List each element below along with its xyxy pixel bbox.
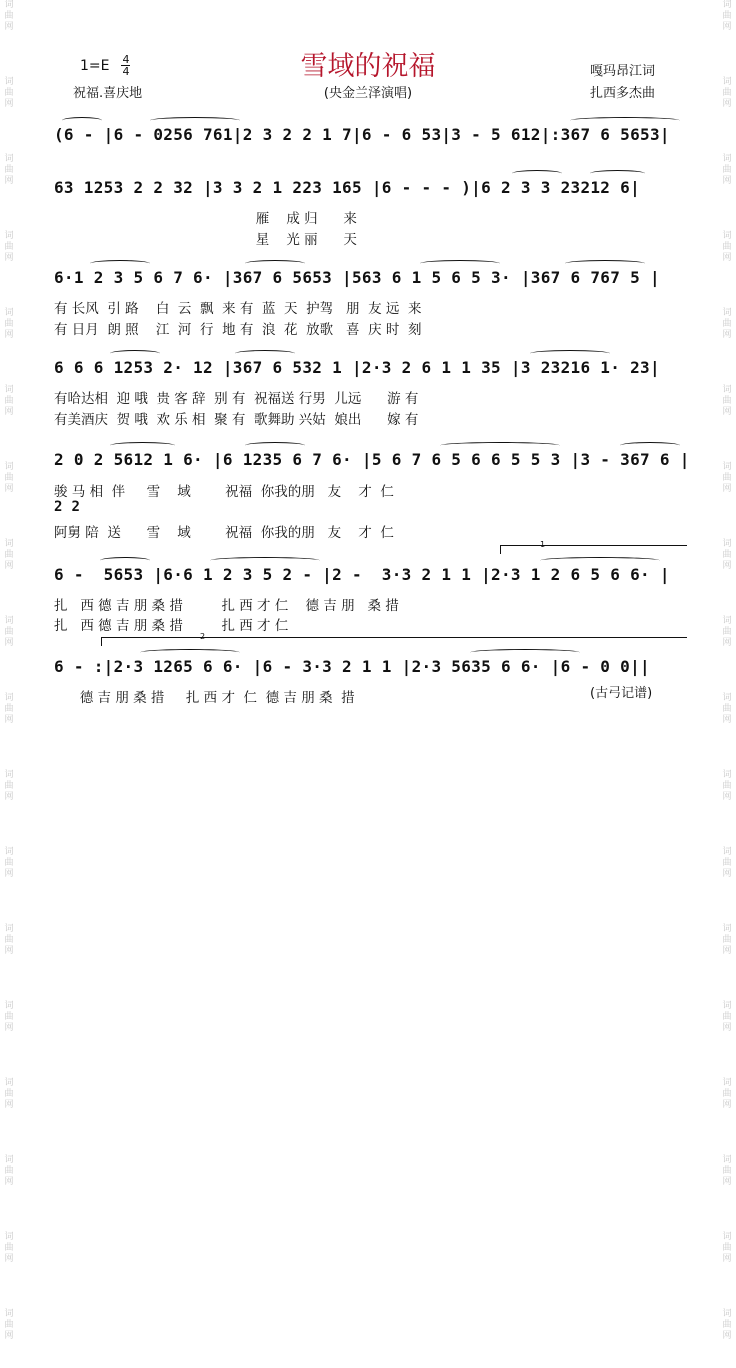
watermark-glyph: 词 (722, 1155, 732, 1165)
watermark-glyph: 网 (722, 484, 732, 494)
volta-bracket-2 (101, 637, 687, 646)
watermark-glyph: 网 (4, 792, 14, 802)
score-line-4-lyric-2: 有美酒庆 贺 哦 欢 乐 相 聚 有 歌舞助 兴姑 娘出 嫁 有 (54, 412, 419, 428)
composer: 扎西多杰曲 (590, 86, 656, 101)
watermark-glyph: 网 (4, 1331, 14, 1341)
watermark-glyph: 曲 (722, 11, 732, 21)
slur (245, 260, 305, 267)
volta-bracket-1 (500, 545, 687, 554)
watermark-glyph: 曲 (722, 550, 732, 560)
watermark-glyph: 曲 (4, 242, 14, 252)
watermark-glyph: 网 (4, 253, 14, 263)
slur (235, 350, 295, 357)
watermark-glyph: 词 (4, 539, 14, 549)
slur (470, 649, 580, 656)
watermark-glyph: 曲 (722, 1243, 732, 1253)
watermark-glyph: 网 (722, 330, 732, 340)
watermark-glyph: 词 (722, 693, 732, 703)
watermark-glyph: 词 (4, 385, 14, 395)
watermark-glyph: 曲 (722, 781, 732, 791)
watermark-glyph: 曲 (4, 1243, 14, 1253)
watermark-glyph: 词 (722, 385, 732, 395)
watermark-glyph: 曲 (722, 1320, 732, 1330)
watermark-glyph: 曲 (4, 396, 14, 406)
score-line-7-notes: 6 - :|2·3 1265 6 6· |6 - 3·3 2 1 1 |2·3 5635 6 6· |6 - 0 0|| (54, 657, 650, 676)
score-line-2-notes: 63 1253 2 2 32 |3 3 2 1 223 165 |6 - - - )|6 2 3 3 23212 6| (54, 178, 641, 197)
time-sig-top: 4 (122, 53, 130, 66)
watermark-glyph: 曲 (4, 935, 14, 945)
watermark-glyph: 曲 (722, 1089, 732, 1099)
watermark-glyph: 网 (4, 484, 14, 494)
watermark-glyph: 曲 (4, 88, 14, 98)
slur (100, 557, 150, 564)
watermark-glyph: 曲 (722, 704, 732, 714)
watermark-glyph: 网 (4, 1023, 14, 1033)
watermark-glyph: 词 (722, 616, 732, 626)
watermark-glyph: 网 (722, 1254, 732, 1264)
score-line-5-side-notes: 2 2 (54, 499, 81, 515)
watermark-glyph: 词 (4, 1078, 14, 1088)
watermark-glyph: 词 (722, 1232, 732, 1242)
slur (440, 442, 560, 449)
watermark-glyph: 词 (722, 154, 732, 164)
watermark-glyph: 网 (722, 792, 732, 802)
score-line-3-lyric-1: 有 长风 引 路 白 云 飘 来 有 蓝 天 护驾 朋 友 远 来 (54, 301, 422, 317)
watermark-glyph: 曲 (4, 704, 14, 714)
watermark-glyph: 词 (4, 462, 14, 472)
score-line-4-lyric-1: 有哈达相 迎 哦 贵 客 辞 别 有 祝福送 行男 儿远 游 有 (54, 391, 419, 407)
watermark-glyph: 曲 (4, 1166, 14, 1176)
watermark-glyph: 网 (722, 99, 732, 109)
watermark-glyph: 曲 (4, 781, 14, 791)
score-line-5-notes: 2 0 2 5612 1 6· |6 1235 6 7 6· |5 6 7 6 5 6 6 5 5 3 |3 - 367 6 | (54, 450, 690, 469)
watermark-glyph: 网 (4, 715, 14, 725)
slur (420, 260, 500, 267)
watermark-glyph: 网 (722, 638, 732, 648)
time-sig-bottom: 4 (122, 65, 130, 78)
slur (565, 260, 645, 267)
watermark-glyph: 词 (4, 1155, 14, 1165)
watermark-glyph: 词 (4, 1309, 14, 1319)
watermark-glyph: 词 (4, 154, 14, 164)
score-line-1-notes: (6 - |6 - 0256 761|2 3 2 2 1 7|6 - 6 53|3 - 5 612|:367 6 5653| (54, 125, 670, 144)
time-signature (121, 54, 131, 77)
slur (620, 442, 680, 449)
watermark-glyph: 网 (722, 407, 732, 417)
score-line-2-lyric-2: 星 光 丽 天 (54, 232, 357, 248)
transcriber-credit: (古弓记谱) (590, 686, 653, 701)
watermark-glyph: 词 (4, 693, 14, 703)
key-signature: 1=E (80, 58, 110, 74)
watermark-glyph: 网 (4, 638, 14, 648)
watermark-glyph: 曲 (722, 319, 732, 329)
watermark-glyph: 网 (722, 561, 732, 571)
watermark-glyph: 网 (4, 1177, 14, 1187)
watermark-glyph: 网 (4, 330, 14, 340)
watermark-glyph: 网 (4, 176, 14, 186)
watermark-glyph: 曲 (4, 165, 14, 175)
watermark-glyph: 词 (722, 1078, 732, 1088)
watermark-glyph: 词 (722, 1001, 732, 1011)
score-line-5-lyric-1: 骏 马 相 伴 雪 域 祝福 你我的朋 友 才 仁 (54, 484, 394, 500)
watermark-glyph: 词 (722, 308, 732, 318)
score-line-6-lyric-1: 扎 西 德 吉 朋 桑 措 扎 西 才 仁 德 吉 朋 桑 措 (54, 598, 399, 614)
watermark-glyph: 曲 (4, 1012, 14, 1022)
lyricist: 嘎玛昂江词 (590, 64, 656, 79)
watermark-glyph: 词 (722, 231, 732, 241)
watermark-glyph: 词 (4, 0, 14, 10)
watermark-glyph: 网 (722, 946, 732, 956)
score-line-5-lyric-2: 阿舅 陪 送 雪 域 祝福 你我的朋 友 才 仁 (54, 525, 394, 541)
watermark-glyph: 网 (722, 1100, 732, 1110)
watermark-glyph: 词 (4, 924, 14, 934)
slur (245, 442, 305, 449)
watermark-glyph: 词 (4, 770, 14, 780)
watermark-glyph: 曲 (4, 11, 14, 21)
volta-number-1: 1 (540, 540, 546, 549)
watermark-glyph: 词 (722, 539, 732, 549)
slur (540, 557, 660, 564)
score-line-3-notes: 6·1 2 3 5 6 7 6· |367 6 5653 |563 6 1 5 6 5 3· |367 6 767 5 | (54, 268, 660, 287)
watermark-glyph: 词 (722, 77, 732, 87)
watermark-glyph: 词 (4, 1001, 14, 1011)
slur (150, 117, 240, 124)
score-line-4-notes: 6 6 6 1253 2· 12 |367 6 532 1 |2·3 2 6 1 1 35 |3 23216 1· 23| (54, 358, 660, 377)
watermark-glyph: 曲 (722, 858, 732, 868)
watermark-glyph: 网 (722, 869, 732, 879)
watermark-glyph: 曲 (4, 1089, 14, 1099)
watermark-glyph: 网 (722, 22, 732, 32)
watermark-glyph: 词 (4, 616, 14, 626)
slur (570, 117, 680, 124)
watermark-glyph: 网 (722, 1177, 732, 1187)
song-title: 雪域的祝福 (300, 51, 436, 82)
score-line-6-notes: 6 - 5653 |6·6 1 2 3 5 2 - |2 - 3·3 2 1 1 |2·3 1 2 6 5 6 6· | (54, 565, 670, 584)
watermark-glyph: 曲 (4, 858, 14, 868)
singer-credit: (央金兰泽演唱) (323, 86, 413, 101)
watermark-glyph: 网 (4, 22, 14, 32)
watermark-glyph: 曲 (4, 1320, 14, 1330)
watermark-glyph: 网 (4, 1100, 14, 1110)
volta-number-2: 2 (200, 632, 206, 641)
watermark-glyph: 曲 (722, 88, 732, 98)
watermark-glyph: 曲 (722, 473, 732, 483)
watermark-glyph: 曲 (4, 319, 14, 329)
watermark-glyph: 曲 (722, 165, 732, 175)
watermark-glyph: 网 (722, 176, 732, 186)
tempo-mood: 祝福.喜庆地 (73, 86, 143, 101)
slur (110, 442, 175, 449)
watermark-glyph: 词 (722, 1309, 732, 1319)
score-line-7-lyric-1: 德 吉 朋 桑 措 扎 西 才 仁 德 吉 朋 桑 措 (54, 690, 355, 706)
watermark-glyph: 曲 (722, 1166, 732, 1176)
watermark-glyph: 词 (4, 847, 14, 857)
watermark-glyph: 词 (722, 770, 732, 780)
watermark-glyph: 词 (722, 924, 732, 934)
watermark-left (2, 0, 16, 1341)
watermark-glyph: 网 (722, 1023, 732, 1033)
score-line-3-lyric-2: 有 日月 朗 照 江 河 行 地 有 浪 花 放歌 喜 庆 时 刻 (54, 322, 422, 338)
slur (512, 170, 562, 177)
slur (530, 350, 610, 357)
watermark-glyph: 曲 (722, 1012, 732, 1022)
watermark-glyph: 曲 (722, 627, 732, 637)
slur (210, 557, 320, 564)
watermark-glyph: 曲 (722, 242, 732, 252)
watermark-glyph: 网 (4, 99, 14, 109)
watermark-glyph: 词 (4, 231, 14, 241)
score-line-6-lyric-2: 扎 西 德 吉 朋 桑 措 扎 西 才 仁 (54, 618, 289, 634)
watermark-glyph: 曲 (722, 396, 732, 406)
watermark-right (720, 0, 734, 1341)
watermark-glyph: 曲 (722, 935, 732, 945)
slur (590, 170, 645, 177)
watermark-glyph: 词 (4, 308, 14, 318)
watermark-glyph: 网 (722, 1331, 732, 1341)
watermark-glyph: 词 (4, 1232, 14, 1242)
slur (110, 350, 160, 357)
watermark-glyph: 词 (722, 462, 732, 472)
watermark-glyph: 网 (4, 1254, 14, 1264)
slur (90, 260, 150, 267)
watermark-glyph: 网 (722, 253, 732, 263)
watermark-glyph: 曲 (4, 550, 14, 560)
watermark-glyph: 词 (722, 0, 732, 10)
watermark-glyph: 网 (4, 869, 14, 879)
slur (62, 117, 102, 124)
watermark-glyph: 词 (722, 847, 732, 857)
watermark-glyph: 曲 (4, 473, 14, 483)
watermark-glyph: 曲 (4, 627, 14, 637)
watermark-glyph: 词 (4, 77, 14, 87)
score-line-2-lyric-1: 雁 成 归 来 (54, 211, 357, 227)
watermark-glyph: 网 (4, 407, 14, 417)
slur (140, 649, 240, 656)
watermark-glyph: 网 (722, 715, 732, 725)
watermark-glyph: 网 (4, 946, 14, 956)
watermark-glyph: 网 (4, 561, 14, 571)
